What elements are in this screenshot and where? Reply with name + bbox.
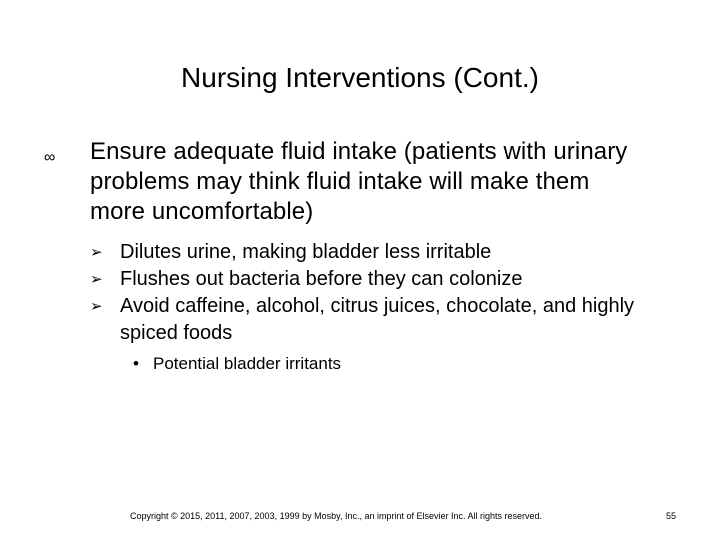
dot-bullet-icon: • (133, 354, 139, 373)
level3-bullet-item (133, 353, 341, 375)
level1-bullet-text: Ensure adequate fluid intake (patients with urinary problems may think fluid intake will make them more uncomfortable) (90, 138, 628, 225)
level2-bullet-text: Dilutes urine, making bladder less irritable (120, 241, 492, 263)
level2-bullet-text: Flushes out bacteria before they can colonize (120, 268, 523, 290)
level3-bullet-text: Potential bladder irritants (153, 354, 342, 373)
arrow-bullet-icon: ➢ (90, 244, 103, 261)
level2-bullet-text: Avoid caffeine, alcohol, citrus juices, chocolate, and highly spiced foods (120, 295, 635, 344)
level2-bullet-list (90, 239, 650, 347)
copyright-footer: Copyright © 2015, 2011, 2007, 2003, 1999 by Mosby, Inc., an imprint of Elsevier Inc. All rights reserved. (130, 511, 543, 521)
slide-title: Nursing Interventions (Cont.) (181, 62, 539, 93)
arrow-bullet-icon: ➢ (90, 271, 103, 288)
page-number: 55 (665, 511, 676, 521)
level1-bullet-icon: ∞ (44, 149, 56, 166)
level2-bullet-item (90, 239, 650, 266)
arrow-bullet-icon: ➢ (90, 298, 103, 315)
level2-bullet-item (90, 266, 650, 293)
level2-bullet-item (90, 293, 650, 347)
